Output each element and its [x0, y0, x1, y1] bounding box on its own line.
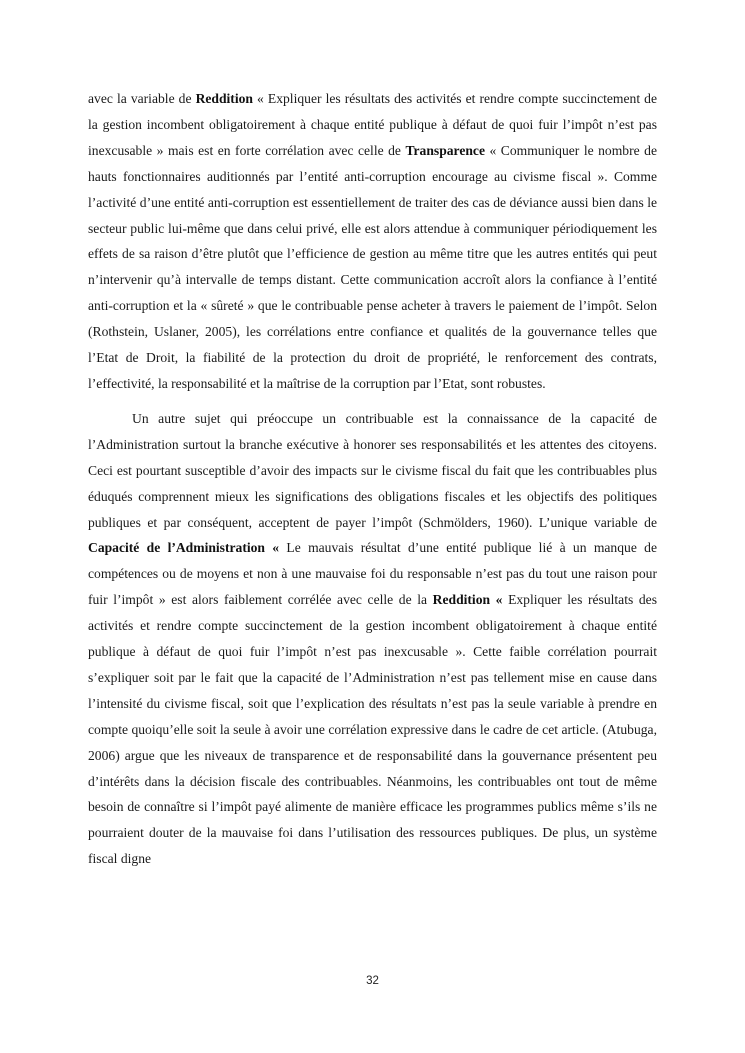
bold-term: Reddition	[195, 91, 253, 106]
paragraph-2	[88, 406, 657, 872]
text-run: Expliquer les résultats des activités et rendre compte succinctement de la gestion incombent obligatoirement à chaque entité publique à défaut de quoi fuir l’impôt n’est pas inexcusable ». Cette faible corrélation pourrait s’expliquer soit par le fait que la capacité de l’Administration n’est pas tellement mise en cause dans l’intensité du civisme fiscal, soit que l’explication des résultats n’est pas la seule variable à prendre en compte quoiqu’elle soit la seule à avoir une corrélation expressive dans le cadre de cet article. (Atubuga, 2006) argue que les niveaux de transparence et de responsabilité dans la gouvernance présentent peu d’intérêts dans la décision fiscale des contribuables. Néanmoins, les contribuables ont tout de même besoin de connaître si l’impôt payé alimente de manière efficace les programmes publics même s’ils ne pourraient douter de la mauvaise foi dans l’utilisation des ressources publiques. De plus, un système fiscal digne	[88, 592, 657, 867]
bold-term: Transparence	[405, 142, 485, 158]
paragraph-1	[88, 86, 657, 397]
page-number: 32	[366, 975, 379, 987]
text-run: « Communiquer le nombre de hauts fonctionnaires auditionnés par l’entité anti-corruption encourage au civisme fiscal ». Comme l’activité d’une entité anti-corruption est essentiellement de traiter des cas de déviance aussi bien dans le secteur public lui-même que dans celui privé, elle est alors attendue à communiquer périodiquement les effets de sa raison d’être plutôt que l’efficience de gestion au même titre que les autres entités qui peut n’intervenir qu’à intervalle de temps distant. Cette communication accroît alors la confiance à l’entité anti-corruption et la « sûreté » que le contribuable pense acheter à travers le paiement de l’impôt. Selon (Rothstein, Uslaner, 2005), les corrélations entre confiance et qualités de la gouvernance telles que l’Etat de Droit, la fiabilité de la protection du droit de propriété, le renforcement des contrats, l’effectivité, la responsabilité et la maîtrise de la corruption par l’Etat, sont robustes.	[88, 142, 657, 391]
bold-term: Reddition «	[432, 592, 503, 608]
text-run: avec la variable de	[88, 91, 196, 106]
text-run: Un autre sujet qui préoccupe un contribuable est la connaissance de la capacité de l’Administration surtout la branche exécutive à honorer ses responsabilités et les attentes des citoyens. Ceci est pourtant susceptible d’avoir des impacts sur le civisme fiscal du fait que les contribuables plus éduqués comprennent mieux les significations des obligations fiscales et les objectifs des politiques publiques et par conséquent, acceptent de payer l’impôt (Schmölders, 1960). L’unique variable de	[88, 410, 657, 530]
body-text	[88, 86, 657, 872]
text-run: Le mauvais résultat d’une entité publique lié à un manque de compétences ou de moyens et non à une mauvaise foi du responsable n’est pas du tout une raison pour fuir l’impôt » est alors faiblement corrélée avec celle de la	[88, 540, 658, 608]
bold-term: Capacité de l’Administration «	[88, 540, 280, 556]
text-run: « Expliquer les résultats des activités et rendre compte succinctement de la gestion incombent obligatoirement à chaque entité publique à défaut de quoi fuir l’impôt n’est pas inexcusable » mais est en forte corrélation avec celle de	[88, 91, 657, 158]
